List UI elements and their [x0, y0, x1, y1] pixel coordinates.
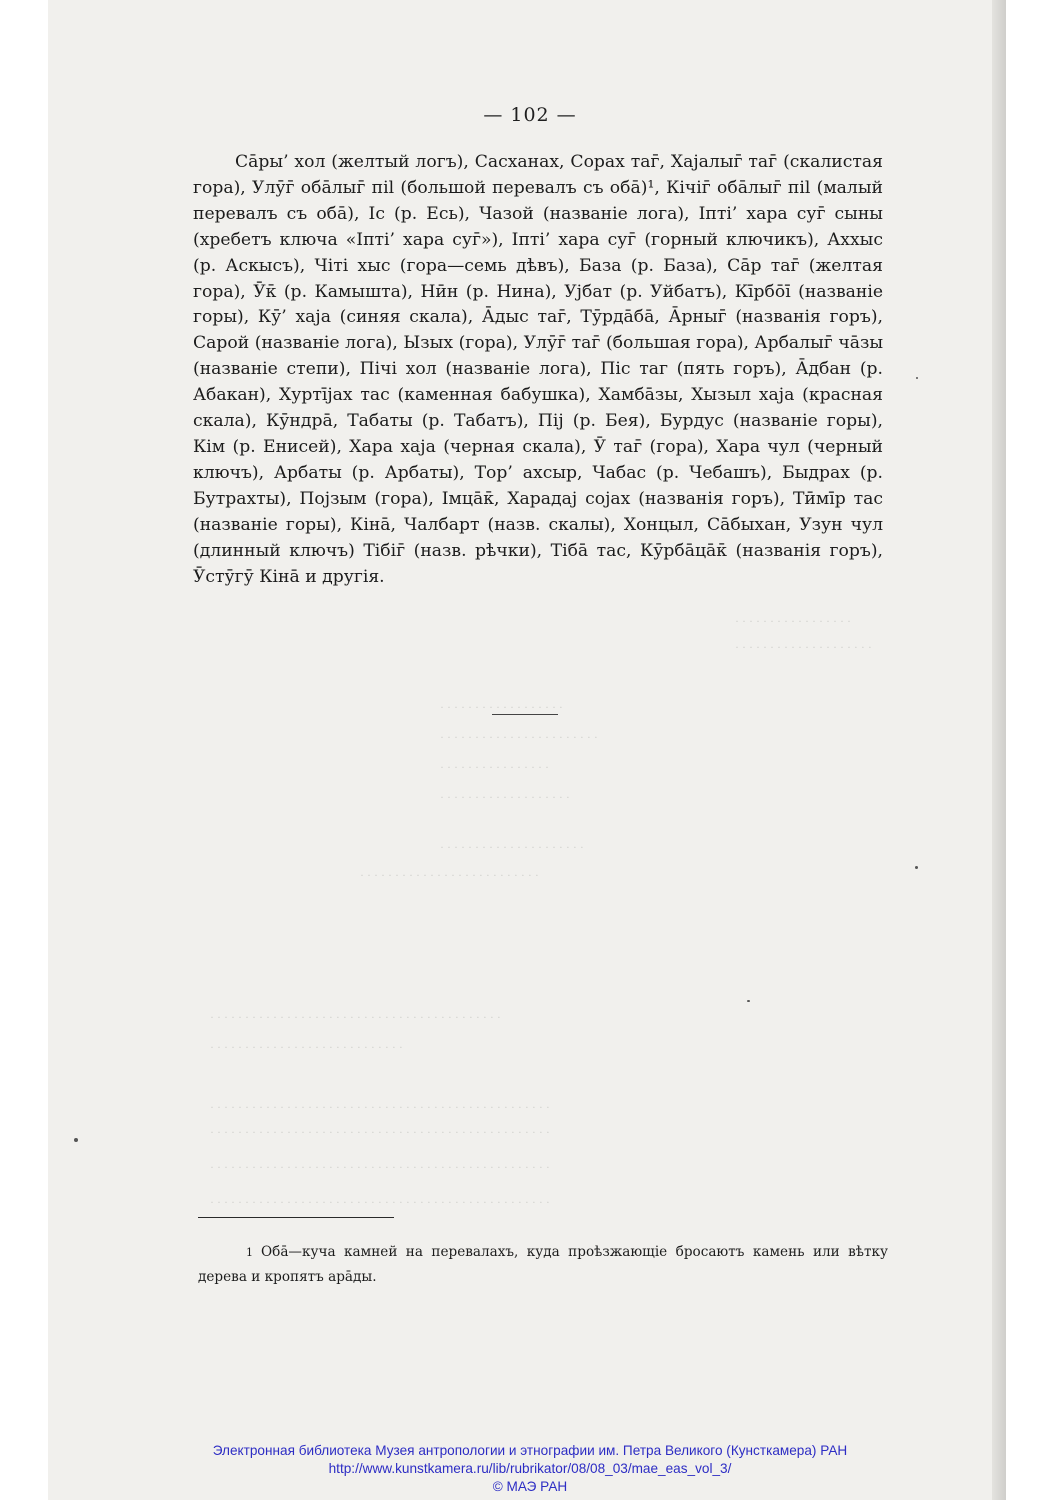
- bleed-through-text: · · · · · · · · · · · · · · · · · · ·: [440, 790, 570, 804]
- bleed-through-text: · · · · · · · · · · · · · · · · · · · · · · · · · · · · · · · · · · · · · · · · · · · · · · · · ·: [210, 1195, 550, 1209]
- bleed-through-text: · · · · · · · · · · · · · · · · · · · · · · · · · · · · · · · · · · · · · · · · · · · · · · · · ·: [210, 1125, 550, 1139]
- footer-url-link[interactable]: http://www.kunstkamera.ru/lib/rubrikator/08/08_03/mae_eas_vol_3/: [328, 1461, 732, 1476]
- bleed-through-text: · · · · · · · · · · · · · · · · · · · · · · · · · · · ·: [210, 1040, 403, 1054]
- bleed-through-text: · · · · · · · · · · · · · · · · · · · ·: [735, 640, 872, 654]
- bleed-through-text: · · · · · · · · · · · · · · · · · · · · · · · · · · · · · · · · · · · · · · · · · ·: [210, 1010, 501, 1024]
- bleed-through-text: · · · · · · · · · · · · · · · · · · · · · · · · · · · · · · · · · · · · · · · · · · · · · · · · ·: [210, 1100, 550, 1114]
- bleed-through-text: · · · · · · · · · · · · · · · · · · · · · · · · · ·: [360, 868, 539, 882]
- bleed-through-text: · · · · · · · · · · · · · · · · · · · · ·: [440, 840, 584, 854]
- bleed-through-text: · · · · · · · · · · · · · · · · · · · · · · · · · · · · · · · · · · · · · · · · · · · · · · · · ·: [210, 1160, 550, 1174]
- scan-speck: [916, 377, 918, 379]
- footnote-text: Оба̄—куча камней на перевалахъ, куда проѣзжающiе бросаютъ камень или вѣтку дерева и кропятъ арāды.: [198, 1244, 888, 1285]
- footnote-marker: 1: [246, 1246, 253, 1259]
- page-number: — 102 —: [483, 104, 577, 126]
- bleed-through-text: · · · · · · · · · · · · · · · · · · · · · · ·: [440, 730, 598, 744]
- footer-copyright: © МАЭ РАН: [492, 1479, 568, 1494]
- scan-speck: [747, 1000, 750, 1002]
- bleed-through-text: · · · · · · · · · · · · · · · · · ·: [440, 700, 563, 714]
- library-footer: [0, 1442, 1060, 1496]
- footnote: [198, 1240, 888, 1290]
- page-edge-shadow: [992, 0, 1006, 1500]
- scan-speck: [915, 866, 918, 869]
- footer-library-name: Электронная библиотека Музея антропологии и этнографии им. Петра Великого (Кунсткамера) РАН: [212, 1443, 848, 1458]
- body-paragraph: Са̄ры’ хол (желтый логъ), Сасханах, Сорах таг̄, Хаjалыг̄ таг̄ (скалистая гора), Улӯг̄ оба̄лыг̄ пil (большой перевалъ съ оба̄)¹, Кiчiг̄ оба̄лыг̄ пil (малый перевалъ съ оба̄), Iс (р. Есь), Чазой (названiе лога), Iптi’ хара суг̄ сыны (хребетъ ключа «Iптi’ хара суг̄»), Iптi’ хара суг̄ (горный ключикъ), Аххыс (р. Аскысъ), Чiтi хыс (гора—семь дѣвъ), База (р. База), Са̄р таг̄ (желтая гора), Ӯк̄ (р. Камышта), Нӣн (р. Нина), Уjбат (р. Уйбатъ), Кīрбōī (названiе горы), Кӯ’ хаjа (синяя скала), А̄дыс таг̄, Тӯрдāбā, А̄рныг̄ (названiя горъ), Сарой (названiе лога), Ызых (гора), Улӯг̄ таг̄ (большая гора), Арбалыг̄ чāзы (названiе степи), Пiчi хол (названiе лога), Пiс таг (пять горъ), А̄дбан (р. Абакан), Хуртījах тас (каменная бабушка), Хамбāзы, Хызыл хаjа (красная скала), Кӯндрā, Табаты (р. Табатъ), Пij (р. Бея), Бурдус (названiе горы), Кiм (р. Енисей), Хара хаjа (черная скала), Ӯ таг̄ (гора), Хара чул (черный ключъ), Арбаты (р. Арбаты), Тор’ ахсыр, Чабас (р. Чебашъ), Быдрах (р. Бутрахты), Поjзым (гора), Iмцāк̄, Харадаj соjах (названiя горъ), Тӣмīр тас (названiе горы), Кiнā, Чалбарт (назв. скалы), Хонцыл, Сāбыхан, Узун чул (длинный ключъ) Тiбiг̄ (назв. рѣчки), Тiбā тас, Кӯрбāцāк̄ (названiя горъ), Ӯстӯгӯ Кiнā и другiя.: [193, 152, 883, 587]
- bleed-through-text: · · · · · · · · · · · · · · · ·: [440, 760, 549, 774]
- bleed-through-text: · · · · · · · · · · · · · · · · ·: [735, 614, 851, 628]
- scan-speck: [74, 1138, 78, 1142]
- section-divider: [492, 714, 558, 715]
- footnote-separator: [198, 1217, 394, 1218]
